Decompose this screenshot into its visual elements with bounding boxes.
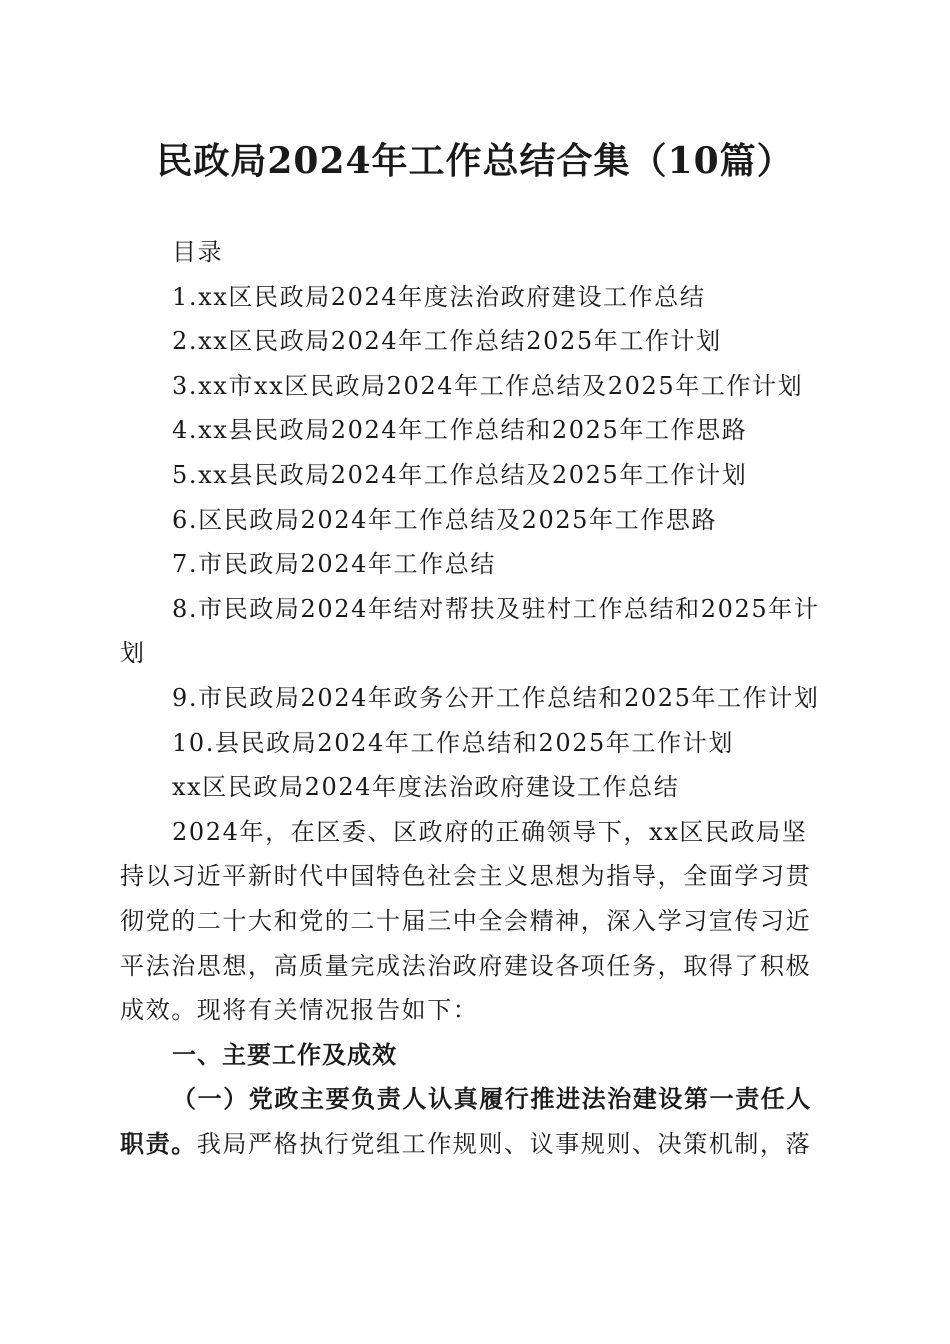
toc-item: 5.xx县民政局2024年工作总结及2025年工作计划: [172, 460, 748, 489]
toc-item: 8.市民政局2024年结对帮扶及驻村工作总结和2025年计划: [120, 594, 820, 668]
toc-item: 10.县民政局2024年工作总结和2025年工作计划: [172, 728, 734, 757]
toc-item: 4.xx县民政局2024年工作总结和2025年工作思路: [172, 416, 748, 445]
toc-item: 6.区民政局2024年工作总结及2025年工作思路: [172, 505, 718, 534]
toc-item: 9.市民政局2024年政务公开工作总结和2025年工作计划: [172, 683, 820, 712]
subsection-text: 我局严格执行党组工作规则、议事规则、决策机制，落: [196, 1129, 812, 1158]
table-of-contents: [120, 230, 828, 1166]
subsection-paragraph: [120, 1077, 828, 1166]
toc-item: 1.xx区民政局2024年度法治政府建设工作总结: [172, 282, 706, 311]
toc-item: 2.xx区民政局2024年工作总结2025年工作计划: [172, 327, 722, 356]
section-heading: 一、主要工作及成效: [172, 1040, 397, 1069]
toc-item: 7.市民政局2024年工作总结: [172, 550, 496, 579]
article-title: xx区民政局2024年度法治政府建设工作总结: [172, 773, 680, 802]
document-title: 民政局2024年工作总结合集（10篇）: [156, 140, 794, 182]
intro-paragraph: 2024年，在区委、区政府的正确领导下，xx区民政局坚持以习近平新时代中国特色社会主义思想为指导，全面学习贯彻党的二十大和党的二十届三中全会精神，深入学习宣传习近平法治思想，高质量完成法治政府建设各项任务，取得了积极成效。现将有关情况报告如下：: [120, 817, 812, 1025]
toc-item: 3.xx市xx区民政局2024年工作总结及2025年工作计划: [172, 371, 804, 400]
toc-heading: 目录: [172, 238, 224, 266]
subsection-title: （一）党政主要负责人认真履行推进法治建设第一责任人职责。: [120, 1084, 812, 1158]
